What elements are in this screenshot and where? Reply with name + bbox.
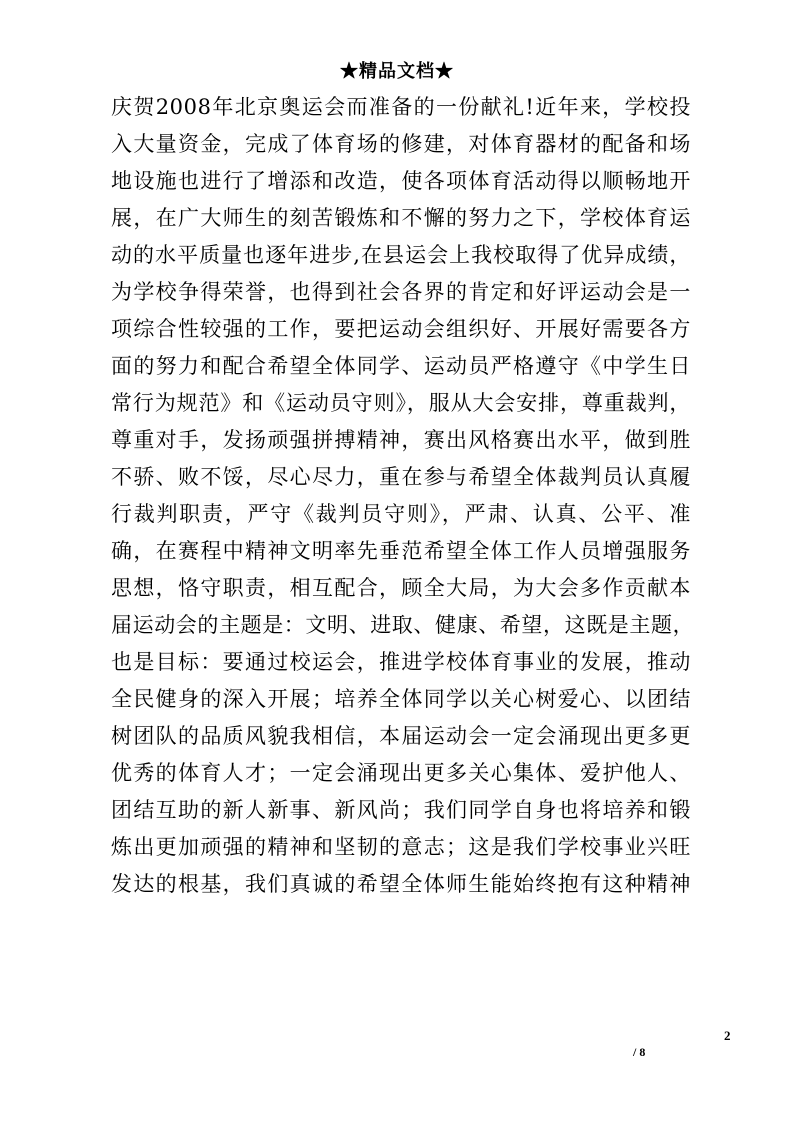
text-line: 发达的根基，我们真诚的希望全体师生能始终抱有这种精神 — [111, 872, 691, 896]
text-line: 入大量资金，完成了体育场的修建，对体育器材的配备和场 — [111, 132, 691, 156]
text-line: 思想，恪守职责，相互配合，顾全大局，为大会多作贡献本 — [111, 576, 691, 600]
text-line: 树团队的品质风貌我相信，本届运动会一定会涌现出更多更 — [111, 724, 691, 748]
text-line: 项综合性较强的工作，要把运动会组织好、开展好需要各方 — [111, 317, 691, 341]
text-line: 常行为规范》和《运动员守则》，服从大会安排，尊重裁判， — [111, 391, 691, 415]
page-number: 2 — [724, 1028, 731, 1043]
text-line: 尊重对手，发扬顽强拼搏精神，赛出风格赛出水平，做到胜 — [111, 428, 691, 452]
text-line: 全民健身的深入开展；培养全体同学以关心树爱心、以团结 — [111, 687, 691, 711]
text-line: 优秀的体育人才；一定会涌现出更多关心集体、爱护他人、 — [111, 761, 691, 785]
page-total: / 8 — [633, 1045, 646, 1059]
text-line: 动的水平质量也逐年进步,在县运会上我校取得了优异成绩， — [111, 243, 691, 267]
page-header-title: ★精品文档★ — [340, 61, 454, 82]
document-body — [111, 89, 695, 903]
text-line: 也是目标：要通过校运会，推进学校体育事业的发展，推动 — [111, 650, 691, 674]
text-line: 确，在赛程中精神文明率先垂范希望全体工作人员增强服务 — [111, 539, 691, 563]
text-line: 届运动会的主题是：文明、进取、健康、希望，这既是主题， — [111, 613, 695, 637]
text-line: 地设施也进行了增添和改造，使各项体育活动得以顺畅地开 — [111, 169, 691, 193]
text-line: 行裁判职责，严守《裁判员守则》，严肃、认真、公平、准 — [111, 502, 691, 526]
text-line: 庆贺2008年北京奥运会而准备的一份献礼!近年来，学校投 — [111, 95, 691, 119]
text-line: 不骄、败不馁，尽心尽力，重在参与希望全体裁判员认真履 — [111, 465, 691, 489]
text-line: 面的努力和配合希望全体同学、运动员严格遵守《中学生日 — [111, 354, 691, 378]
text-line: 为学校争得荣誉，也得到社会各界的肯定和好评运动会是一 — [111, 280, 691, 304]
text-line: 炼出更加顽强的精神和坚韧的意志；这是我们学校事业兴旺 — [111, 835, 691, 859]
text-line: 团结互助的新人新事、新风尚；我们同学自身也将培养和锻 — [111, 798, 691, 822]
text-line: 展，在广大师生的刻苦锻炼和不懈的努力之下，学校体育运 — [111, 206, 691, 230]
